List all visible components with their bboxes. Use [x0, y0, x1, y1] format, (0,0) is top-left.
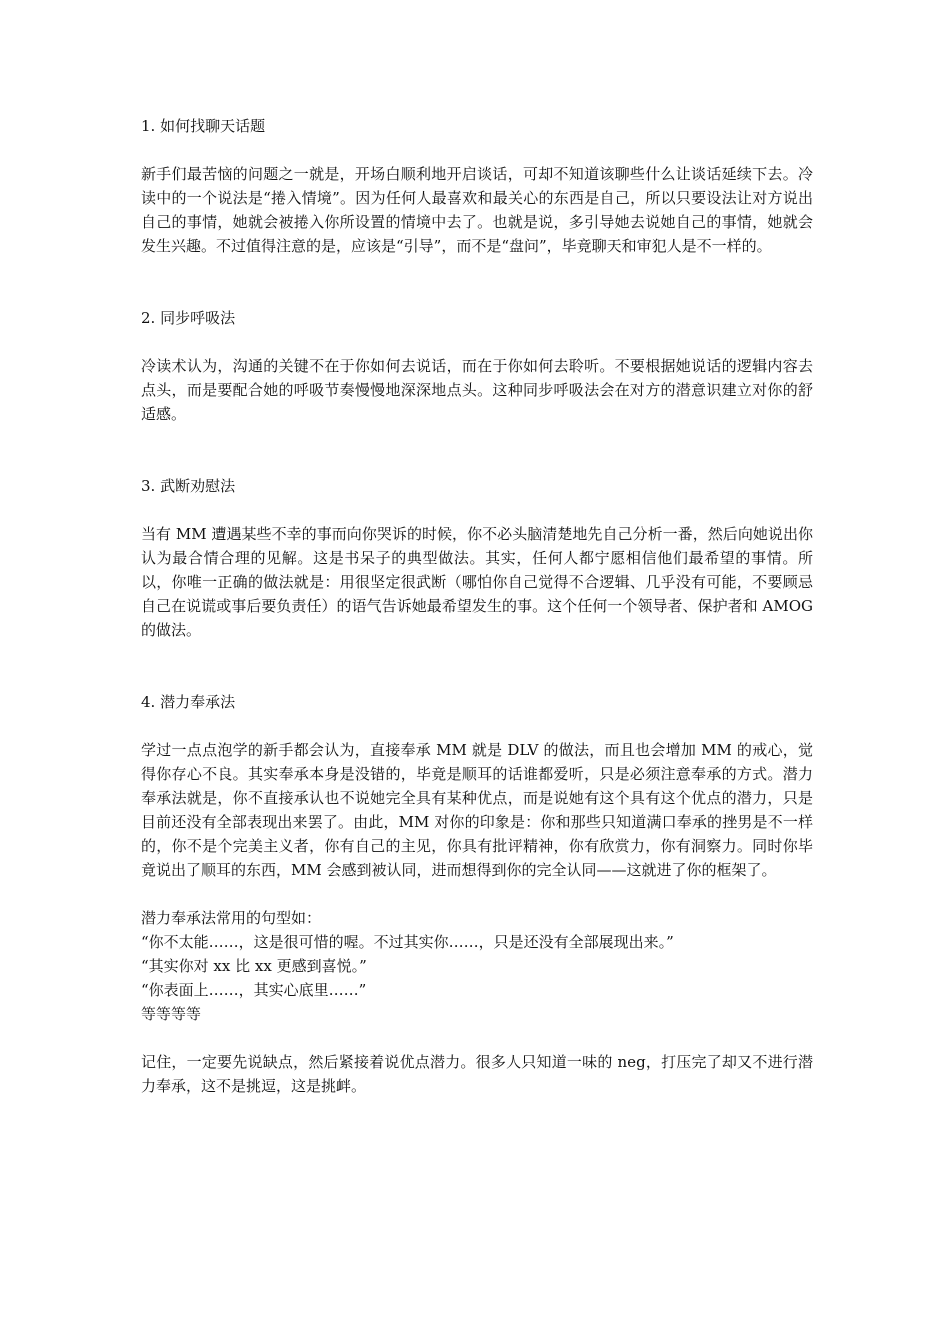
pattern-line: “你不太能……，这是很可惜的喔。不过其实你……，只是还没有全部展现出来。”: [141, 933, 674, 951]
pattern-line: “其实你对 xx 比 xx 更感到喜悦。”: [141, 957, 367, 975]
document-page: [141, 114, 813, 1098]
section-body: 学过一点点泡学的新手都会认为，直接奉承 MM 就是 DLV 的做法，而且也会增加 MM 的戒心，觉得你存心不良。其实奉承本身是没错的，毕竟是顺耳的话谁都爱听，只是必须注意奉承的方式。潜力奉承法就是，你不直接承认也不说她完全具有某种优点，而是说她有这个具有这个优点的潜力，只是目前还没有全部表现出来罢了。由此，MM 对你的印象是：你和那些只知道满口奉承的挫男是不一样的，你不是个完美主义者，你有自己的主见，你具有批评精神，你有欣赏力，你有洞察力。同时你毕竟说出了顺耳的东西，MM 会感到被认同，进而想得到你的完全认同——这就进了你的框架了。: [141, 741, 813, 879]
pattern-examples: [141, 906, 813, 1026]
section-body: 新手们最苦恼的问题之一就是，开场白顺利地开启谈话，可却不知道该聊些什么让谈话延续下去。冷读中的一个说法是“捲入情境”。因为任何人最喜欢和最关心的东西是自己，所以只要设法让对方说出自己的事情，她就会被捲入你所设置的情境中去了。也就是说，多引导她去说她自己的事情，她就会发生兴趣。不过值得注意的是，应该是“引导”，而不是“盘问”，毕竟聊天和审犯人是不一样的。: [141, 165, 813, 255]
pattern-intro: 潜力奉承法常用的句型如：: [141, 909, 322, 927]
section-heading: 4. 潜力奉承法: [141, 693, 236, 711]
pattern-line: “你表面上……，其实心底里……”: [141, 981, 367, 999]
section-heading: 2. 同步呼吸法: [141, 309, 236, 327]
section-heading: 3. 武断劝慰法: [141, 477, 236, 495]
section-body: 当有 MM 遭遇某些不幸的事而向你哭诉的时候，你不必头脑清楚地先自己分析一番，然后向她说出你认为最合情合理的见解。这是书呆子的典型做法。其实，任何人都宁愿相信他们最希望的事情。所以，你唯一正确的做法就是：用很坚定很武断（哪怕你自己觉得不合逻辑、几乎没有可能，不要顾忌自己在说谎或事后要负责任）的语气告诉她最希望发生的事。这个任何一个领导者、保护者和 AMOG 的做法。: [141, 525, 813, 639]
section-heading: 1. 如何找聊天话题: [141, 117, 266, 135]
pattern-outro: 等等等等: [141, 1005, 202, 1023]
closing-paragraph: 记住，一定要先说缺点，然后紧接着说优点潜力。很多人只知道一味的 neg，打压完了却又不进行潜力奉承，这不是挑逗，这是挑衅。: [141, 1053, 813, 1095]
section-body: 冷读术认为，沟通的关键不在于你如何去说话，而在于你如何去聆听。不要根据她说话的逻辑内容去点头，而是要配合她的呼吸节奏慢慢地深深地点头。这种同步呼吸法会在对方的潜意识建立对你的舒适感。: [141, 357, 813, 423]
